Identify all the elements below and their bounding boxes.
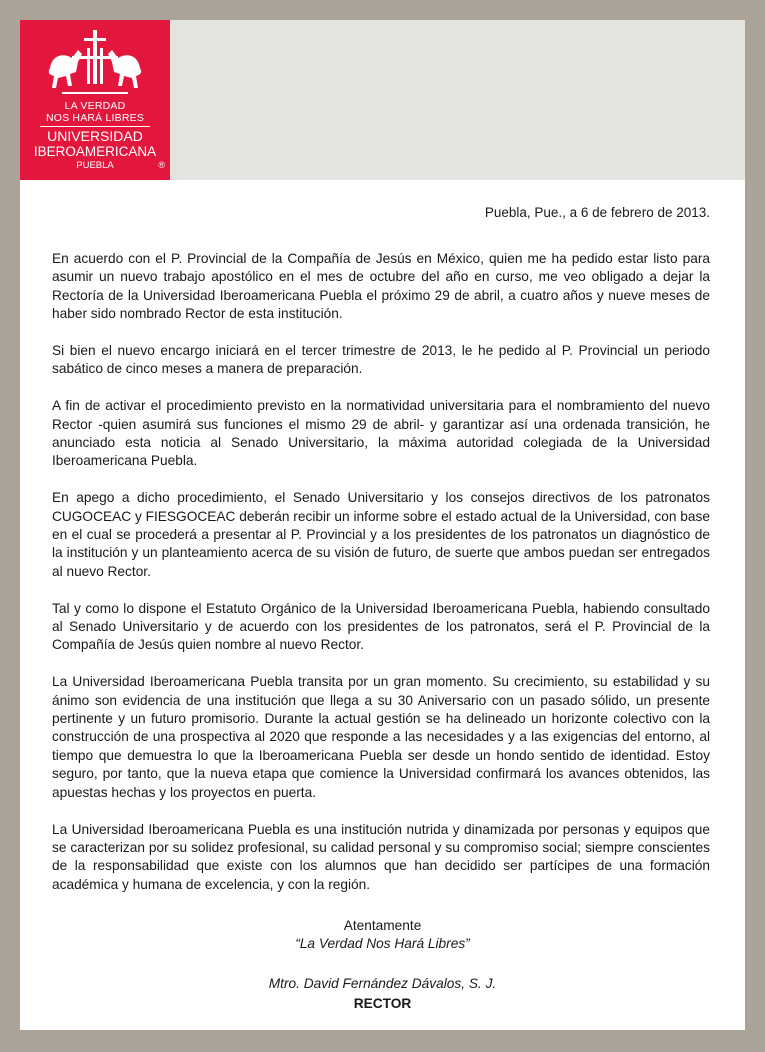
letter-paragraph: En acuerdo con el P. Provincial de la Compañía de Jesús en México, quien me ha pedido estar listo para asumir un nuevo trabajo apostólico en el mes de octubre del año en curso, me veo obligado a dejar la Rectoría de la Universidad Iberoamericana Puebla el próximo 29 de abril, a cuatro años y nueve meses de haber sido nombrado Rector de esta institución. xyxy=(52,251,710,322)
letter-paragraph: La Universidad Iberoamericana Puebla es una institución nutrida y dinamizada por personas y equipos que se caracterizan por su solidez profesional, su calidad personal y su compromiso social; siempre conscientes de la responsabilidad que existe con los alumnos que han decidido ser partícipes de una formación académica y humana de excelencia, y con la región. xyxy=(52,821,710,892)
letter-paragraph: Si bien el nuevo encargo iniciará en el tercer trimestre de 2013, le he pedido al P. Provincial un periodo sabático de cinco meses a manera de preparación. xyxy=(52,343,710,377)
logo-city: PUEBLA xyxy=(76,160,114,171)
letter-paragraph: En apego a dicho procedimiento, el Senado Universitario y los consejos directivos de los patronatos CUGOCEAC y FIESGOCEAC deberán recibir un informe sobre el estado actual de la Universidad, con base en el cual se procederá a presentar al P. Provincial y a los presidentes de los patronatos un diagnóstico de la institución y un planteamiento acerca de su visión de futuro, de suerte que ambos puedan ser entregados al nuevo Rector. xyxy=(52,490,710,579)
logo-motto-line2: NOS HARÁ LIBRES xyxy=(45,112,145,124)
signer-title: RECTOR xyxy=(353,996,412,1011)
registered-mark-icon: ® xyxy=(158,160,165,170)
letter-paragraph: La Universidad Iberoamericana Puebla transita por un gran momento. Su crecimiento, su estabilidad y su ánimo son evidencia de una institución que llega a su 30 Aniversario con un pasado sólido, un presente pertinente y un futuro promisorio. Durante la actual gestión se ha delineado un horizonte colectivo con la construcción de una prospectiva al 2020 que responde a las necesidades y a las exigencias del entorno, al tiempo que demuestra lo que la Iberoamericana Puebla ser desde un hondo sentido de identidad. Estoy seguro, por tanto, que la nueva etapa que comience la Universidad confirmará los avances obtenidos, las apuestas hechas y los proyectos en puerta. xyxy=(52,674,710,800)
logo-university-line2: IBEROAMERICANA xyxy=(33,144,157,159)
letter-date: Puebla, Pue., a 6 de febrero de 2013. xyxy=(484,205,710,220)
closing-motto: “La Verdad Nos Hará Libres” xyxy=(295,936,470,951)
university-logo xyxy=(20,20,170,180)
logo-divider xyxy=(40,126,150,127)
signer-name: Mtro. David Fernández Dávalos, S. J. xyxy=(268,976,497,991)
closing-salutation: Atentamente xyxy=(343,918,422,933)
logo-motto-line1: LA VERDAD xyxy=(64,100,126,112)
letter-paragraph: A fin de activar el procedimiento previsto en la normatividad universitaria para el nombramiento del nuevo Rector -quien asumirá sus funciones el mismo 29 de abril- y garantizar así una ordenada transición, he anunciado esta noticia al Senado Universitario, la máxima autoridad colegiada de la Universidad Iberoamericana Puebla. xyxy=(52,398,710,469)
letter-sheet xyxy=(20,20,745,1030)
letter-body xyxy=(52,250,710,913)
horses-crest-icon xyxy=(42,28,148,100)
letter-paragraph: Tal y como lo dispone el Estatuto Orgánico de la Universidad Iberoamericana Puebla, habiendo consultado al Senado Universitario y de acuerdo con los presidentes de los patronatos, será el P. Provincial de la Compañía de Jesús quien nombre al nuevo Rector. xyxy=(52,600,710,653)
logo-university-line1: UNIVERSIDAD xyxy=(47,128,143,144)
